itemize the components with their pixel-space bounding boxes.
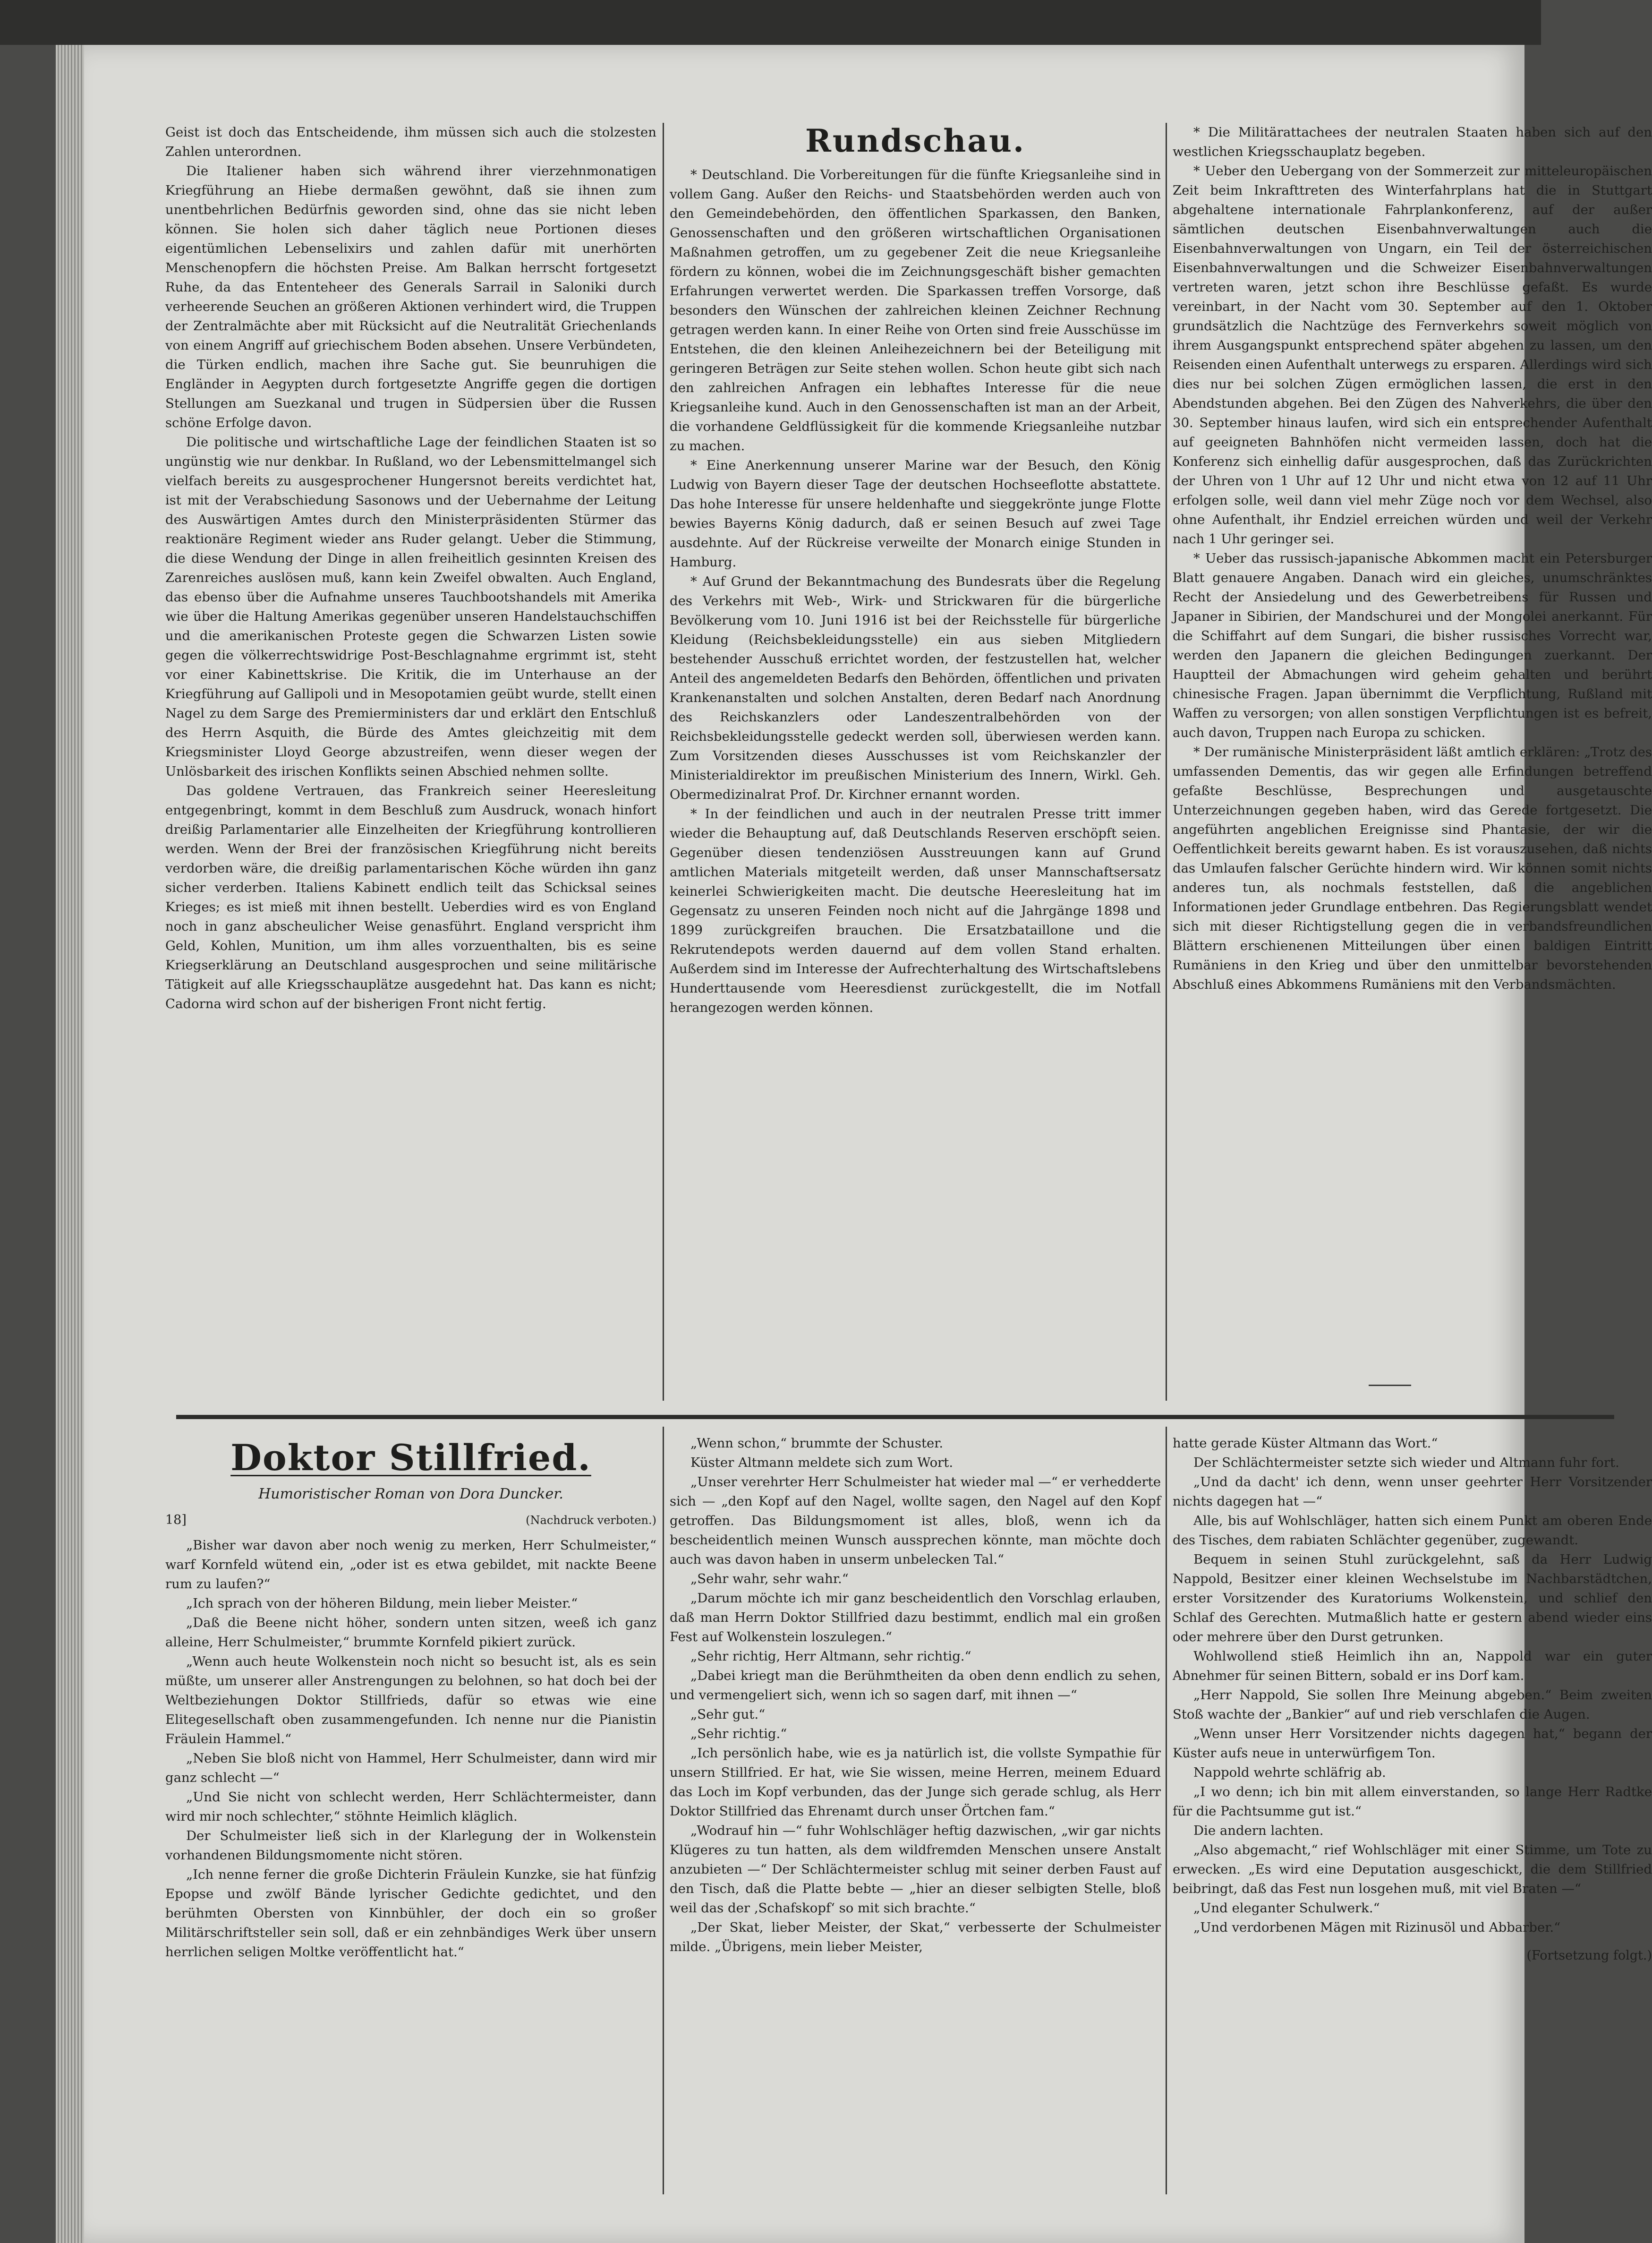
paragraph: Geist ist doch das Entscheidende, ihm müssen sich auch die stolzesten Zahlen unterordnen.: [165, 125, 656, 159]
paragraph: * Eine Anerkennung unserer Marine war der Besuch, den König Ludwig von Bayern dieser Tage der deutschen Hochseeflotte abstattete. Das hohe Interesse für unsere heldenhafte und sieggekrönte junge Flotte bewies Bayerns König dadurch, daß er seinen Besuch auf zwei Tage ausdehnte. Auf der Rückreise verweilte der Monarch einige Stunden in Hamburg.: [670, 458, 1161, 570]
paragraph: „Herr Nappold, Sie sollen Ihre Meinung abgeben.“ Beim zweiten Stoß wachte der „Bankier“ auf und rieb verschlafen die Augen.: [1173, 1687, 1652, 1722]
paragraph: „Und eleganter Schulwerk.“: [1193, 1901, 1380, 1916]
installment-row: [165, 1510, 656, 1530]
page-stack-edge: [56, 45, 84, 2243]
feuilleton-column-2: [670, 1434, 1161, 2199]
paragraph: „Darum möchte ich mir ganz bescheidentlich den Vorschlag erlauben, daß man Herrn Doktor Stillfried dazu bestimmt, endlich mal ein großen Fest auf Wolkenstein loszulegen.“: [670, 1591, 1161, 1644]
column-divider: [663, 123, 664, 1401]
paragraph: „Ich sprach von der höheren Bildung, mein lieber Meister.“: [186, 1596, 578, 1611]
paragraph: „Ich nenne ferner die große Dichterin Fräulein Kunzke, sie hat fünfzig Epopse und zwölf Bände lyrischer Gedichte gedichtet, und den berühmten Obersten von Kinnbühler, der doch ein so großer Militärschriftsteller sein soll, daß er ein zehnbändiges Werk über unsern herrlichen seligen Moltke veröffentlicht hat.“: [165, 1867, 656, 1960]
paragraph: Der Schulmeister ließ sich in der Klarlegung der in Wolkenstein vorhandenen Bildungsmomente nicht stören.: [165, 1828, 656, 1863]
paragraph: Küster Altmann meldete sich zum Wort.: [690, 1455, 954, 1470]
paragraph: Die andern lachten.: [1193, 1823, 1324, 1838]
paragraph: „Bisher war davon aber noch wenig zu merken, Herr Schulmeister,“ warf Kornfeld wütend ein, „oder ist es etwa gebildet, mit nackte Beene rum zu laufen?“: [165, 1538, 656, 1592]
paragraph: „Also abgemacht,“ rief Wohlschläger mit einer Stimme, um Tote zu erwecken. „Es wird eine Deputation ausgeschickt, die dem Stillfried beibringt, daß das Fest nun losgehen muß, mit viel Braten —“: [1173, 1842, 1652, 1896]
paragraph: „Dabei kriegt man die Berühmtheiten da oben denn endlich zu sehen, und vermengeliert sich, wenn ich so sagen darf, mit ihnen —“: [670, 1668, 1161, 1703]
feuilleton-column-1: [165, 1434, 656, 2199]
novel-title: Doktor Stillfried.: [230, 1437, 591, 1479]
novel-subtitle: Humoristischer Roman von Dora Duncker.: [258, 1486, 563, 1502]
paragraph: „Sehr wahr, sehr wahr.“: [690, 1571, 849, 1586]
paragraph: * Ueber das russisch-japanische Abkommen macht ein Petersburger Blatt genauere Angaben. Danach wird ein gleiches, unumschränktes Recht der Ansiedelung und des Gewerbetreibens für Russen und Japaner in Sibirien, der Mandschurei und der Mongolei anerkannt. Für die Schiffahrt auf dem Sungari, die bisher russisches Vorrecht war, werden den Japanern die gleichen Bedingungen zuerkannt. Der Hauptteil der Abmachungen wird geheim gehalten und berührt chinesische Fragen. Japan übernimmt die Verpflichtung, Rußland mit Waffen zu versorgen; von allen sonstigen Verpflichtungen ist es befreit, auch davon, Truppen nach Europa zu schicken.: [1173, 551, 1652, 740]
paragraph: „Neben Sie bloß nicht von Hammel, Herr Schulmeister, dann wird mir ganz schlecht —“: [165, 1751, 656, 1785]
paragraph: „Sehr gut.“: [690, 1707, 766, 1722]
paragraph: * Der rumänische Ministerpräsident läßt amtlich erklären: „Trotz des umfassenden Dementis, das wir gegen alle Erfindungen betreffend gefaßte Beschlüsse, Besprechungen und ausgetauschte Unterzeichnungen gegeben haben, wird das Gerede fortgesetzt. Die angeführten angeblichen Ereignisse sind Phantasie, der wir die Oeffentlichkeit bereits gewarnt haben. Es ist vorauszusehen, daß nichts das Umlaufen falscher Gerüchte hindern wird. Wir können somit nichts anderes tun, als nochmals feststellen, daß die angeblichen Informationen jeder Grundlage entbehren. Das Regierungsblatt wendet sich mit dieser Richtigstellung gegen die in verbandsfreundlichen Blättern erschienenen Mitteilungen über einen baldigen Eintritt Rumäniens in den Krieg und über den unmittelbar bevorstehenden Abschluß eines Abkommens Rumäniens mit den Verbandsmächten.: [1173, 745, 1652, 992]
paragraph: Das goldene Vertrauen, das Frankreich seiner Heeresleitung entgegenbringt, kommt in dem Beschluß zum Ausdruck, wonach hinfort dreißig Parlamentarier alle Einzelheiten der Kriegführung kontrollieren werden. Wenn der Brei der französischen Kriegführung nicht bereits verdorben wäre, die dreißig parlamentarischen Köche würden ihn ganz sicher verderben. Italiens Kabinett endlich teilt das Schicksal seines Krieges; es ist mieß mit ihnen bestellt. Ueberdies wird es von England noch in ganz abscheulicher Weise genasführt. England verspricht ihm Geld, Kohlen, Munition, um ihm alles vorzuenthalten, bis es seine Kriegserklärung an Deutschland ausgesprochen und seine militärische Tätigkeit auf alle Kriegsschauplätze ausgedehnt hat. Das kann es nicht; Cadorna wird schon auf der bisherigen Front nicht fertig.: [165, 783, 656, 1011]
column-divider: [1166, 123, 1167, 1401]
paragraph: Die Italiener haben sich während ihrer vierzehnmonatigen Kriegführung an Hiebe dermaßen gewöhnt, daß sie ihnen zum unentbehrlichen Bedürfnis geworden sind, ohne das sie nicht leben können. Sie holen sich daher täglich neue Portionen dieses eigentümlichen Lebenselixirs und zahlen dafür mit unerhörten Menschenopfern die höchsten Preise. Am Balkan herrscht fortgesetzt Ruhe, da das Ententeheer des Generals Sarrail in Saloniki durch verheerende Seuchen an größeren Aktionen verhindert wird, die Truppen der Zentralmächte aber mit Rücksicht auf die Neutralität Griechenlands von einem Angriff auf griechischem Boden absehen. Unsere Verbündeten, die Türken endlich, machen ihre Sache gut. Sie beunruhigen die Engländer in Aegypten durch fortgesetzte Angriffe gegen die dortigen Stellungen am Suezkanal und trugen in Südpersien über die Russen schöne Erfolge davon.: [165, 163, 656, 430]
paragraph: „I wo denn; ich bin mit allem einverstanden, so lange Herr Radtke für die Pachtsumme gut ist.“: [1173, 1784, 1652, 1819]
paragraph: * Deutschland. Die Vorbereitungen für die fünfte Kriegsanleihe sind in vollem Gang. Außer den Reichs- und Staatsbehörden werden auch von den Gemeindebehörden, den öffentlichen Sparkassen, den Banken, Genossenschaften und den größeren wirtschaftlichen Organisationen Maßnahmen getroffen, um zu gegebener Zeit die neue Kriegsanleihe fördern zu können, wobei die im Zeichnungsgeschäft bisher gemachten Erfahrungen verwertet werden. Die Sparkassen treffen Vorsorge, daß besonders den Wünschen der zahlreichen kleinen Zeichner Rechnung getragen werden kann. In einer Reihe von Orten sind freie Ausschüsse im Entstehen, die den kleinen Anleihezeichnern bei der Beteiligung mit geringeren Beträgen zur Seite stehen wollen. Schon heute gibt sich nach den zahlreichen Anfragen ein lebhaftes Interesse für die neue Kriegsanleihe kund. Auch in den Genossenschaften ist man an der Arbeit, die vorhandene Geldflüssigkeit für die kommende Kriegsanleihe nutzbar zu machen.: [670, 167, 1161, 454]
installment-number: 18]: [165, 1513, 187, 1527]
paragraph: „Daß die Beene nicht höher, sondern unten sitzen, weeß ich ganz alleine, Herr Schulmeister,“ brummte Kornfeld pikiert zurück.: [165, 1615, 656, 1650]
paragraph: * Auf Grund der Bekanntmachung des Bundesrats über die Regelung des Verkehrs mit Web-, Wirk- und Strickwaren für die bürgerliche Bevölkerung vom 10. Juni 1916 ist bei der Reichsstelle für bürgerliche Kleidung (Reichsbekleidungsstelle) ein aus sieben Mitgliedern bestehender Ausschuß errichtet worden, der festzustellen hat, welcher Anteil des angemeldeten Bedarfs den Behörden, öffentlichen und privaten Krankenanstalten und solchen Anstalten, deren Bedarf nach Anordnung des Reichskanzlers oder Landeszentralbehörden von der Reichsbekleidungsstelle gedeckt werden soll, überwiesen werden kann. Zum Vorsitzenden dieses Ausschusses ist vom Reichskanzler der Ministerialdirektor im preußischen Ministerium des Innern, Wirkl. Geh. Obermedizinalrat Prof. Dr. Kirchner ernannt worden.: [670, 574, 1161, 802]
feuilleton-column-3: [1173, 1434, 1652, 2199]
paragraph: „Und da dacht' ich denn, wenn unser geehrter Herr Vorsitzender nichts dagegen hat —“: [1173, 1474, 1652, 1509]
paragraph: Alle, bis auf Wohlschläger, hatten sich einem Punkt am oberen Ende des Tisches, dem rabiaten Schlächter gegenüber, zugewandt.: [1173, 1513, 1652, 1548]
section-end-rule: [1369, 1385, 1411, 1386]
paragraph: „Der Skat, lieber Meister, der Skat,“ verbesserte der Schulmeister milde. „Übrigens, mein lieber Meister,: [670, 1920, 1161, 1954]
paragraph: hatte gerade Küster Altmann das Wort.“: [1173, 1436, 1438, 1451]
paragraph: Der Schlächtermeister setzte sich wieder und Altmann fuhr fort.: [1193, 1455, 1619, 1470]
paragraph: „Wodrauf hin —“ fuhr Wohlschläger heftig dazwischen, „wir gar nichts Klügeres zu tun hatten, als dem wildfremden Menschen unsere Anstalt anzubieten —“ Der Schlächtermeister schlug mit seiner derben Faust auf den Tisch, daß die Platte bebte — „hier an dieser selbigten Stelle, bloß weil das der ‚Schafskopf‘ so mit sich brachte.“: [670, 1823, 1161, 1916]
feuilleton-separator: [176, 1415, 1614, 1419]
paragraph: „Wenn auch heute Wolkenstein noch nicht so besucht ist, als es sein müßte, um unserer aller Anstrengungen zu belohnen, so hat doch bei der Weltbeziehungen Doktor Stillfrieds, dafür so etwas wie eine Elitegesellschaft oben zusammengefunden. Ich nenne nur die Pianistin Fräulein Hammel.“: [165, 1654, 656, 1746]
reprint-note: (Nachdruck verboten.): [526, 1514, 656, 1527]
paragraph: „Wenn schon,“ brummte der Schuster.: [690, 1436, 944, 1451]
paragraph: „Sehr richtig.“: [690, 1726, 787, 1741]
paragraph: „Wenn unser Herr Vorsitzender nichts dagegen hat,“ begann der Küster aufs neue in unterwürfigem Ton.: [1173, 1726, 1652, 1761]
column-divider: [1166, 1427, 1167, 2194]
scan-backdrop: [0, 0, 1541, 45]
paragraph: * In der feindlichen und auch in der neutralen Presse tritt immer wieder die Behauptung auf, daß Deutschlands Reserven erschöpft seien. Gegenüber diesen tendenziösen Ausstreuungen kann auf Grund amtlichen Materials mitgeteilt werden, daß unser Mannschaftsersatz keinerlei Schwierigkeiten macht. Die deutsche Heeresleitung hat im Gegensatz zu unseren Feinden noch nicht auf die Jahrgänge 1898 und 1899 zurückgreifen brauchen. Die Ersatzbataillone und die Rekrutendepots werden dauernd auf dem vollen Stand erhalten. Außerdem sind im Interesse der Aufrechterhaltung des Wirtschaftslebens Hunderttausende vom Heeresdienst zurückgestellt, die im Notfall herangezogen werden können.: [670, 806, 1161, 1015]
paragraph: Wohlwollend stieß Heimlich ihn an, Nappold war ein guter Abnehmer für seinen Bittern, sobald er ins Dorf kam.: [1173, 1649, 1652, 1683]
paragraph: Bequem in seinen Stuhl zurückgelehnt, saß da Herr Ludwig Nappold, Besitzer einer kleinen Wechselstube im Nachbarstädtchen, erster Vorsitzender des Kuratoriums Wolkenstein, und schlief den Schlaf des Gerechten. Mutmaßlich hatte er gestern abend wieder eins oder mehrere über den Durst getrunken.: [1173, 1552, 1652, 1644]
paragraph: „Und Sie nicht von schlecht werden, Herr Schlächtermeister, dann wird mir noch schlechter,“ stöhnte Heimlich kläglich.: [165, 1789, 656, 1824]
continued-note: (Fortsetzung folgt.): [1526, 1948, 1652, 1963]
paragraph: Die politische und wirtschaftliche Lage der feindlichen Staaten ist so ungünstig wie nur denkbar. In Rußland, wo der Lebensmittelmangel sich vielfach bereits zu ausgesprochener Hungersnot bereits verdichtet hat, ist mit der Verabschiedung Sasonows und der Uebernahme der Leitung des Auswärtigen Amtes durch den Ministerpräsidenten Stürmer das reaktionäre Regiment wieder ans Ruder gelangt. Ueber die Stimmung, die diese Wendung der Dinge in allen freiheitlich gesinnten Kreisen des Zarenreiches auslösen muß, kann kein Zweifel obwalten. Auch England, das ebenso über die Aufnahme unseres Tauchbootshandels mit Amerika wie über die Haltung Amerikas gegenüber unseren Handelstauchschiffen und die amerikanischen Proteste gegen die Schwarzen Listen sowie gegen die völkerrechtswidrige Post-Beschlagnahme ergrimmt ist, steht vor einer Kabinettskrise. Die Kritik, die im Unterhause an der Kriegführung auf Gallipoli und in Mesopotamien geübt wurde, stellt einen Nagel zu dem Sarge des Premierministers dar und erklärt den Entschluß des Herrn Asquith, die Bürde des Amtes gleichzeitig mit dem Kriegsminister Lloyd George abzustreifen, wenn dieser wegen der Unlösbarkeit des irischen Konflikts seinen Abschied nehmen sollte.: [165, 435, 656, 779]
rundschau-title: Rundschau.: [805, 122, 1026, 159]
paragraph: * Die Militärattachees der neutralen Staaten haben sich auf den westlichen Kriegsschauplatz begeben.: [1173, 125, 1652, 159]
paragraph: „Unser verehrter Herr Schulmeister hat wieder mal —“ er verhedderte sich — „den Kopf auf den Nagel, wollte sagen, den Nagel auf den Kopf getroffen. Das Bildungsmoment ist alles, bloß, wenn ich da bescheidentlich meinen Wunsch aussprechen könnte, man möchte doch auch was davon haben in unserm unbelecken Tal.“: [670, 1474, 1161, 1567]
paragraph: * Ueber den Uebergang von der Sommerzeit zur mitteleuropäischen Zeit beim Inkrafttreten des Winterfahrplans hat die in Stuttgart abgehaltene internationale Fahrplankonferenz, auf der außer sämtlichen deutschen Eisenbahnverwaltungen auch die Eisenbahnverwaltungen von Ungarn, ein Teil der österreichischen Eisenbahnverwaltungen und die Schweizer Eisenbahnverwaltungen vertreten waren, jetzt schon ihre Beschlüsse gefaßt. Es wurde vereinbart, in der Nacht vom 30. September auf den 1. Oktober grundsätzlich die Nachtzüge des Fernverkehrs soweit möglich von ihrem Ausgangspunkt entsprechend später abgehen zu lassen, um den Reisenden einen Aufenthalt unterwegs zu ersparen. Allerdings wird sich dies nur bei solchen Zügen ermöglichen lassen, die erst in den Abendstunden abgehen. Bei den Zügen des Nahverkehrs, die über den 30. September hinaus laufen, wird sich ein entsprechender Aufenthalt auf geeigneten Bahnhöfen nicht vermeiden lassen, doch hat die Konferenz sich einhellig dafür ausgesprochen, daß das Zurückrichten der Uhren von 1 Uhr auf 12 Uhr und nicht etwa von 12 auf 11 Uhr erfolgen solle, weil dann viel mehr Züge noch vor dem Wechsel, also ohne Aufenthalt, ihr Endziel erreichen würden und weil der Verkehr nach 1 Uhr geringer sei.: [1173, 163, 1652, 547]
paragraph: „Ich persönlich habe, wie es ja natürlich ist, die vollste Sympathie für unsern Stillfried. Er hat, wie Sie wissen, meine Herren, meinem Eduard das Loch im Kopf verbunden, das der Junge sich gerade schlug, als Herr Doktor Stillfried das Ehrenamt durch unser Örtchen fam.“: [670, 1746, 1161, 1819]
paragraph: Nappold wehrte schläfrig ab.: [1193, 1765, 1386, 1780]
rundschau-column: [670, 123, 1161, 1408]
newspaper-page: [84, 45, 1652, 2243]
paragraph: „Sehr richtig, Herr Altmann, sehr richtig.“: [690, 1649, 971, 1664]
column-divider: [663, 1427, 664, 2194]
editorial-column: [165, 123, 656, 1408]
news-column-right: [1173, 123, 1652, 1389]
paragraph: „Und verdorbenen Mägen mit Rizinusöl und Abbarber.“: [1193, 1920, 1561, 1935]
